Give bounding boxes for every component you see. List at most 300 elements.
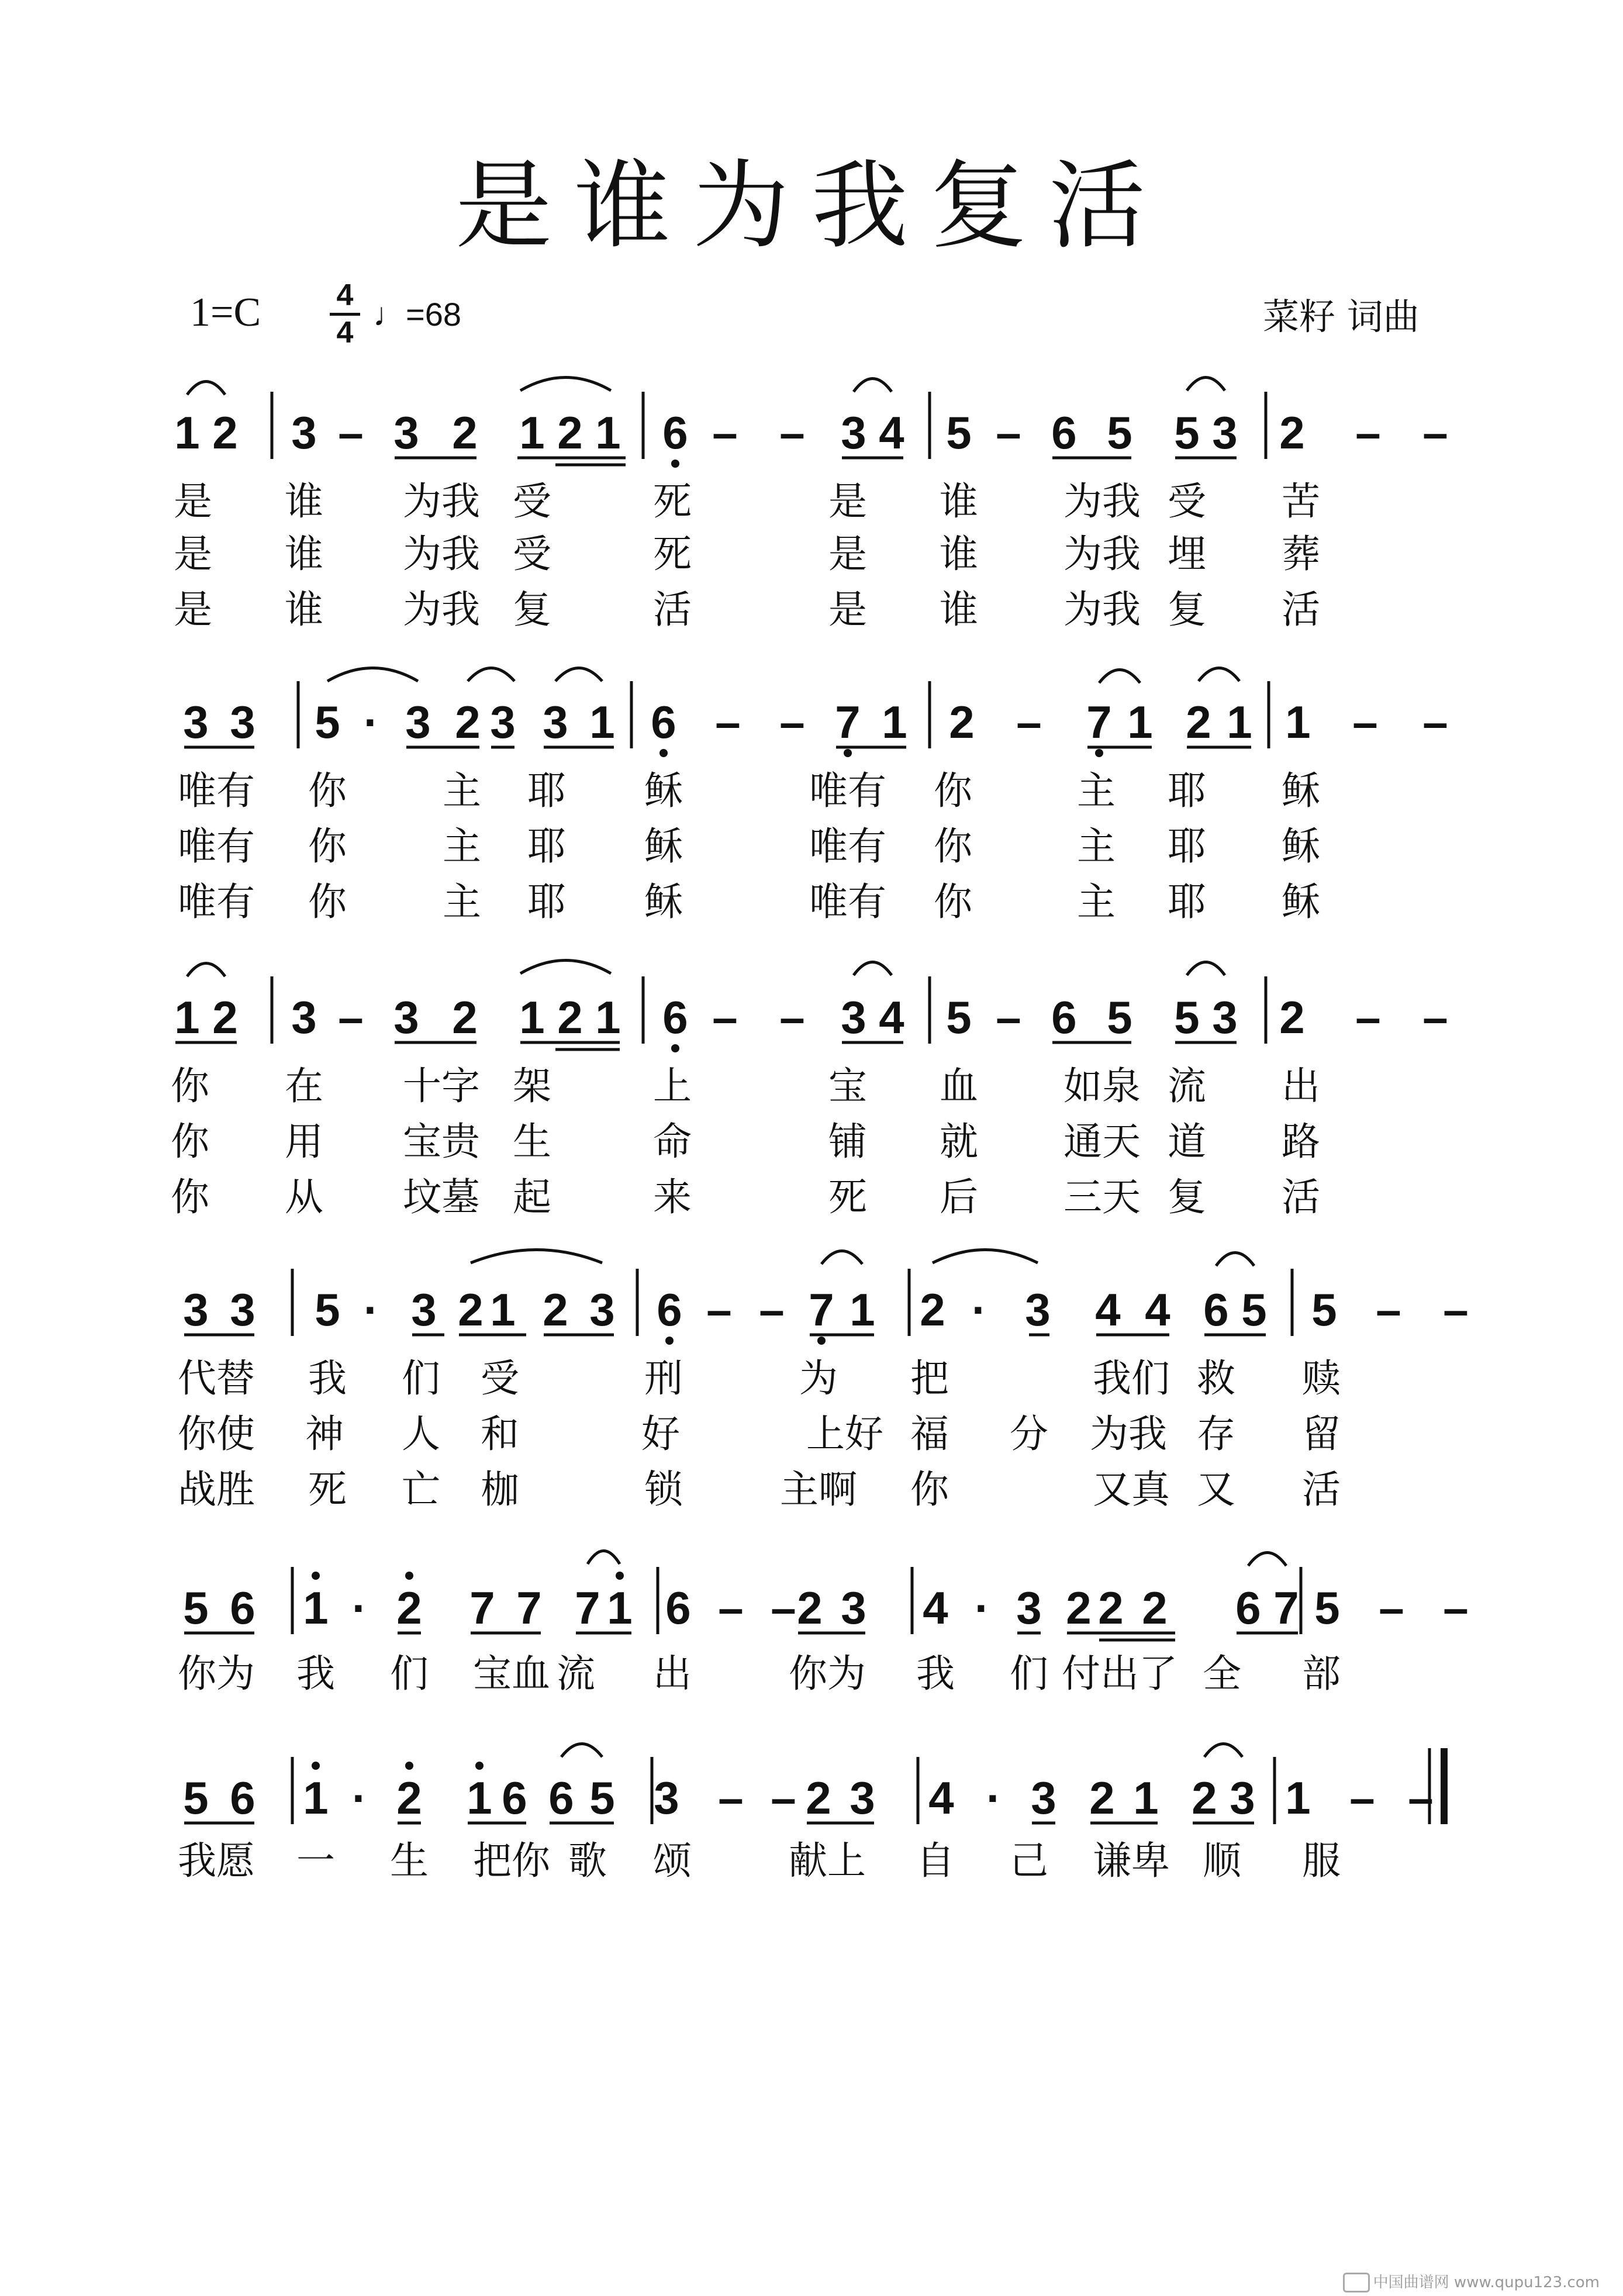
line1-slur [520, 378, 611, 391]
line5-note: – [771, 1582, 796, 1634]
line5-note: 6 [1235, 1582, 1261, 1634]
line6-note: 5 [589, 1772, 615, 1824]
line2-slur [555, 668, 602, 682]
line5-lyric-verse1: 你为 [789, 1651, 866, 1696]
line3-note: 5 [1174, 992, 1200, 1043]
composer-credit: 菜籽 词曲 [1263, 295, 1420, 338]
line5-lyric-verse1: 你为 [178, 1651, 255, 1696]
line3-note: 1 [595, 992, 621, 1043]
line2-lyric-verse1: 稣 [644, 768, 683, 813]
line1-note: 3 [393, 407, 419, 458]
line4-lyric-verse3: 死 [308, 1467, 347, 1512]
line5-note: 7 [516, 1582, 542, 1634]
line3-note: 2 [452, 992, 478, 1043]
line2-lyric-verse3: 唯有 [178, 879, 255, 924]
line1-lyric-verse1: 是 [828, 479, 867, 524]
line1-note: 1 [519, 407, 545, 458]
line4-note: 2 [543, 1284, 568, 1335]
line2-lyric-verse1: 耶 [527, 768, 566, 813]
line4-lyric-verse3: 亡 [402, 1467, 440, 1512]
line4-lyric-verse1: 我们 [1093, 1356, 1170, 1401]
line2-lyric-verse2: 你 [308, 824, 347, 869]
line2-lyric-verse2: 稣 [1282, 824, 1320, 869]
line2-lyric-verse3: 耶 [527, 879, 566, 924]
line1-note: 1 [174, 407, 200, 458]
line1-lyric-verse1: 谁 [285, 479, 323, 524]
line3-note: 2 [1279, 992, 1305, 1043]
line2-slur [327, 668, 418, 682]
line1-note: 3 [841, 407, 866, 458]
line1-note: 6 [1051, 407, 1077, 458]
line2-lyric-verse1: 唯有 [178, 768, 255, 813]
line4-lyric-verse2: 分 [1010, 1411, 1048, 1456]
line5-note: 3 [1016, 1582, 1042, 1634]
line6-note: · [352, 1772, 367, 1824]
line3-lyric-verse3: 来 [653, 1175, 692, 1220]
song-title: 是谁为我复活 [455, 150, 1168, 262]
line3-lyric-verse3: 死 [828, 1175, 867, 1220]
line4-lyric-verse2: 福 [910, 1411, 949, 1456]
line3-note: 3 [291, 992, 317, 1043]
line4-lyric-verse1: 我 [308, 1356, 347, 1401]
line4-lyric-verse2: 存 [1197, 1411, 1235, 1456]
line3-lyric-verse2: 通天 [1063, 1119, 1141, 1164]
line3-lyric-verse3: 后 [940, 1175, 978, 1220]
line4-note: 4 [1145, 1284, 1170, 1335]
line4-note: 7 [809, 1284, 834, 1335]
line5-high-octave-dot [616, 1572, 624, 1580]
line1-note: – [338, 407, 364, 458]
line1-lyric-verse3: 为我 [1063, 587, 1141, 632]
line2-note: – [1352, 696, 1378, 748]
line5-note: 7 [1273, 1582, 1299, 1634]
line4-lyric-verse2: 人 [402, 1411, 440, 1456]
line1-lyric-verse3: 是 [828, 587, 867, 632]
line3-lyric-verse3: 复 [1168, 1175, 1206, 1220]
line2-note: 3 [543, 696, 568, 748]
line6-lyric-verse1: 一 [296, 1838, 335, 1883]
line2-note: 3 [405, 696, 431, 748]
line5-note: · [352, 1582, 367, 1634]
line6-note: 5 [183, 1772, 209, 1824]
line1-note: – [996, 407, 1021, 458]
line2-note: · [364, 696, 379, 748]
line2-note: 7 [835, 696, 861, 748]
line6-slur [561, 1744, 602, 1758]
line6-note: 3 [1031, 1772, 1056, 1824]
line2-note: – [1016, 696, 1042, 748]
line3-lyric-verse2: 路 [1282, 1119, 1320, 1164]
line2-note: 3 [490, 696, 516, 748]
line1-note: 4 [879, 407, 904, 458]
line5-slur [1248, 1553, 1286, 1566]
line5-lyric-verse1: 宝血 [473, 1651, 550, 1696]
line4-lyric-verse3: 锁 [644, 1467, 683, 1512]
line4-slur [933, 1250, 1038, 1263]
line5-note: 7 [469, 1582, 495, 1634]
line3-note: 6 [1051, 992, 1077, 1043]
line2-note: 2 [949, 696, 975, 748]
line6-lyric-verse1: 己 [1010, 1838, 1048, 1883]
line3-lyric-verse3: 坟墓 [403, 1175, 480, 1220]
time-signature-top: 4 [336, 278, 354, 312]
line2-slur [468, 668, 514, 682]
line2-lyric-verse2: 唯有 [809, 824, 886, 869]
line5-note: 1 [607, 1582, 633, 1634]
line5-note: 2 [396, 1582, 422, 1634]
line6-high-octave-dot [405, 1762, 413, 1770]
line3-note: 2 [212, 992, 238, 1043]
line5-note: 2 [1098, 1582, 1124, 1634]
line5-lyric-verse1: 们 [390, 1651, 429, 1696]
line1-note: 5 [946, 407, 972, 458]
line3-note: 1 [519, 992, 545, 1043]
line6-lyric-verse1: 谦卑 [1093, 1838, 1170, 1883]
line3-slur [187, 964, 225, 977]
line2-note: 3 [230, 696, 255, 748]
line2-lyric-verse2: 主 [443, 824, 481, 869]
line3-slur [854, 962, 892, 976]
line4-lyric-verse1: 把 [910, 1356, 949, 1401]
line3-lyric-verse1: 在 [285, 1064, 323, 1109]
line4-note: 3 [411, 1284, 437, 1335]
line3-lyric-verse2: 用 [285, 1119, 323, 1164]
line4-note: · [972, 1284, 987, 1335]
line1-note: 5 [1174, 407, 1200, 458]
line2-note: 2 [1186, 696, 1211, 748]
line4-note: 4 [1095, 1284, 1121, 1335]
tempo-marking: ♩=68 [373, 296, 461, 333]
line2-lyric-verse2: 耶 [1168, 824, 1206, 869]
line3-lyric-verse1: 如泉 [1063, 1064, 1141, 1109]
line2-lyric-verse3: 稣 [644, 879, 683, 924]
line3-lyric-verse1: 流 [1168, 1064, 1206, 1109]
line1-lyric-verse3: 谁 [940, 587, 978, 632]
line1-note: – [1422, 407, 1448, 458]
line2-lyric-verse3: 唯有 [809, 879, 886, 924]
line3-lyric-verse1: 宝 [828, 1064, 867, 1109]
line2-note: 1 [589, 696, 615, 748]
line3-lyric-verse3: 从 [285, 1175, 323, 1220]
line3-note: – [1355, 992, 1381, 1043]
line5-note: – [1443, 1582, 1469, 1634]
line2-lyric-verse1: 主 [1077, 768, 1116, 813]
line5-note: 6 [230, 1582, 255, 1634]
line3-lyric-verse2: 铺 [828, 1119, 867, 1164]
line1-lyric-verse1: 谁 [940, 479, 978, 524]
line4-note: 5 [315, 1284, 340, 1335]
line2-lyric-verse1: 唯有 [809, 768, 886, 813]
line3-lyric-verse2: 宝贵 [403, 1119, 480, 1164]
line1-slur [187, 382, 225, 395]
line2-lyric-verse2: 主 [1077, 824, 1116, 869]
line5-note: 2 [797, 1582, 823, 1634]
line5-note: 5 [1314, 1582, 1340, 1634]
line1-lyric-verse2: 为我 [1063, 531, 1141, 576]
line4-note: 1 [490, 1284, 516, 1335]
line6-lyric-verse1: 把你 [473, 1838, 550, 1883]
line3-note: – [1422, 992, 1448, 1043]
line4-lyric-verse2: 和 [481, 1411, 519, 1456]
line2-lyric-verse2: 耶 [527, 824, 566, 869]
line4-note: 1 [850, 1284, 875, 1335]
line6-note: 6 [548, 1772, 574, 1824]
line2-lyric-verse3: 你 [308, 879, 347, 924]
line6-note: · [986, 1772, 1002, 1824]
line6-note: 4 [928, 1772, 954, 1824]
line6-lyric-verse1: 歌 [568, 1838, 607, 1883]
line6-high-octave-dot [475, 1762, 484, 1770]
line1-lyric-verse3: 复 [513, 587, 551, 632]
line4-lyric-verse2: 上好 [806, 1411, 883, 1456]
line2-lyric-verse2: 你 [934, 824, 972, 869]
line4-lyric-verse3: 你 [910, 1467, 949, 1512]
line1-slur [854, 379, 892, 392]
line3-lyric-verse2: 道 [1168, 1119, 1206, 1164]
line4-lyric-verse1: 受 [481, 1356, 519, 1401]
line3-lyric-verse1: 你 [171, 1064, 209, 1109]
line5-lyric-verse1: 部 [1302, 1651, 1341, 1696]
line5-note: · [975, 1582, 990, 1634]
line3-note: 3 [1212, 992, 1238, 1043]
line2-lyric-verse2: 唯有 [178, 824, 255, 869]
line1-lyric-verse2: 是 [828, 531, 867, 576]
line1-lyric-verse1: 苦 [1282, 479, 1320, 524]
line6-note: – [1349, 1772, 1375, 1824]
line3-note: – [779, 992, 805, 1043]
line2-note: – [715, 696, 741, 748]
line2-low-octave-dot [844, 749, 852, 757]
line5-note: 3 [841, 1582, 866, 1634]
line5-note: 2 [1066, 1582, 1092, 1634]
line4-note: – [706, 1284, 732, 1335]
line4-lyric-verse2: 留 [1302, 1411, 1341, 1456]
line4-note: 2 [458, 1284, 484, 1335]
line1-lyric-verse1: 为我 [403, 479, 480, 524]
line3-lyric-verse3: 三天 [1063, 1175, 1141, 1220]
line4-note: 2 [920, 1284, 945, 1335]
line1-lyric-verse2: 为我 [403, 531, 480, 576]
line1-note: 2 [212, 407, 238, 458]
line3-note: 1 [174, 992, 200, 1043]
line3-lyric-verse1: 十字 [403, 1064, 480, 1109]
line6-lyric-verse1: 服 [1302, 1838, 1341, 1883]
line4-note: 5 [1311, 1284, 1337, 1335]
line1-lyric-verse2: 谁 [940, 531, 978, 576]
line4-note: 3 [1025, 1284, 1051, 1335]
line4-note: · [364, 1284, 379, 1335]
line2-note: 3 [183, 696, 209, 748]
line1-slur [1187, 378, 1225, 391]
line1-lyric-verse2: 葬 [1282, 531, 1320, 576]
line1-lyric-verse3: 谁 [285, 587, 323, 632]
line3-slur [1187, 962, 1225, 976]
line1-lyric-verse1: 死 [653, 479, 692, 524]
line3-lyric-verse1: 出 [1282, 1064, 1320, 1109]
line1-lyric-verse2: 死 [653, 531, 692, 576]
line1-lyric-verse2: 谁 [285, 531, 323, 576]
line1-lyric-verse1: 是 [174, 479, 212, 524]
line1-lyric-verse1: 受 [513, 479, 551, 524]
line5-lyric-verse1: 我 [916, 1651, 955, 1696]
line1-note: 6 [662, 407, 688, 458]
line4-lyric-verse2: 你使 [178, 1411, 255, 1456]
line6-lyric-verse1: 自 [916, 1838, 955, 1883]
line4-lyric-verse1: 为 [799, 1356, 838, 1401]
line1-lyric-verse2: 埋 [1168, 531, 1206, 576]
line2-lyric-verse3: 主 [443, 879, 481, 924]
line3-note: 3 [841, 992, 866, 1043]
line6-slur [1204, 1744, 1242, 1758]
line2-lyric-verse3: 你 [934, 879, 972, 924]
line5-note: 7 [575, 1582, 600, 1634]
line4-lyric-verse3: 主啊 [780, 1467, 857, 1512]
line2-note: 6 [651, 696, 676, 748]
line3-lyric-verse2: 生 [513, 1119, 551, 1164]
line6-lyric-verse1: 颂 [653, 1838, 692, 1883]
line4-lyric-verse3: 又真 [1093, 1467, 1170, 1512]
line2-low-octave-dot [659, 749, 668, 757]
line5-lyric-verse1: 们 [1010, 1651, 1048, 1696]
line6-note: 2 [1089, 1772, 1115, 1824]
line6-high-octave-dot [312, 1762, 320, 1770]
line2-note: – [779, 696, 805, 748]
line1-lyric-verse2: 受 [513, 531, 551, 576]
line3-low-octave-dot [671, 1044, 679, 1052]
line2-low-octave-dot [1095, 749, 1103, 757]
line4-low-octave-dot [817, 1337, 826, 1345]
line3-lyric-verse1: 血 [940, 1064, 978, 1109]
line2-lyric-verse1: 你 [308, 768, 347, 813]
line4-lyric-verse1: 们 [402, 1356, 440, 1401]
line2-lyric-verse1: 耶 [1168, 768, 1206, 813]
line3-note: 5 [1107, 992, 1132, 1043]
line2-lyric-verse3: 耶 [1168, 879, 1206, 924]
line4-note: 3 [230, 1284, 255, 1335]
line1-note: 1 [595, 407, 621, 458]
line1-note: 2 [452, 407, 478, 458]
line1-note: – [712, 407, 738, 458]
line4-note: – [1376, 1284, 1401, 1335]
line6-note: 1 [1285, 1772, 1311, 1824]
line6-note: 2 [396, 1772, 422, 1824]
line3-note: 2 [557, 992, 583, 1043]
line4-slur [471, 1250, 602, 1263]
line3-note: – [712, 992, 738, 1043]
line4-lyric-verse3: 又 [1197, 1467, 1235, 1512]
line4-lyric-verse2: 神 [305, 1411, 344, 1456]
line4-low-octave-dot [665, 1337, 674, 1345]
line5-lyric-verse1: 流 [557, 1651, 595, 1696]
line5-lyric-verse1: 全 [1203, 1651, 1241, 1696]
line1-lyric-verse3: 活 [1282, 587, 1320, 632]
line1-lyric-verse1: 为我 [1063, 479, 1141, 524]
line5-lyric-verse1: 付出了 [1062, 1651, 1177, 1696]
line4-note: 6 [657, 1284, 682, 1335]
line6-lyric-verse1: 献上 [789, 1838, 866, 1883]
line6-note: – [771, 1772, 796, 1824]
line5-high-octave-dot [312, 1572, 320, 1580]
line4-lyric-verse1: 刑 [644, 1356, 683, 1401]
line1-lyric-verse3: 活 [653, 587, 692, 632]
line4-slur [1216, 1253, 1254, 1266]
line4-lyric-verse2: 好 [641, 1411, 680, 1456]
line3-lyric-verse1: 上 [653, 1064, 692, 1109]
line2-note: 1 [882, 696, 907, 748]
line2-note: 7 [1086, 696, 1112, 748]
line4-lyric-verse3: 活 [1302, 1467, 1341, 1512]
line2-note: – [1422, 696, 1448, 748]
line6-note: 6 [502, 1772, 527, 1824]
line2-lyric-verse2: 稣 [644, 824, 683, 869]
line2-note: 2 [455, 696, 481, 748]
line1-lyric-verse3: 是 [174, 587, 212, 632]
line2-slur [1099, 670, 1140, 683]
line1-note: 3 [1212, 407, 1238, 458]
line1-low-octave-dot [671, 460, 679, 468]
line4-lyric-verse3: 枷 [481, 1467, 519, 1512]
key-signature: 1=C [190, 290, 261, 335]
line2-note: 5 [315, 696, 340, 748]
line5-note: – [718, 1582, 744, 1634]
line2-note: 1 [1127, 696, 1153, 748]
line1-note: – [779, 407, 805, 458]
time-signature-bottom: 4 [336, 316, 354, 350]
line6-lyric-verse1: 我愿 [178, 1838, 255, 1883]
line1-note: 3 [291, 407, 317, 458]
line2-note: 1 [1227, 696, 1252, 748]
line6-note: 1 [1133, 1772, 1159, 1824]
line5-lyric-verse1: 出 [653, 1651, 692, 1696]
line2-lyric-verse1: 稣 [1282, 768, 1320, 813]
line5-lyric-verse1: 我 [296, 1651, 335, 1696]
line6-note: – [1408, 1772, 1434, 1824]
line6-note: 3 [654, 1772, 679, 1824]
line1-lyric-verse2: 是 [174, 531, 212, 576]
line6-note: 6 [230, 1772, 255, 1824]
line5-note: 1 [303, 1582, 329, 1634]
line2-note: 1 [1285, 696, 1311, 748]
line5-note: 6 [665, 1582, 691, 1634]
line3-note: 6 [662, 992, 688, 1043]
line1-note: 5 [1107, 407, 1132, 458]
line3-note: – [338, 992, 364, 1043]
line3-lyric-verse2: 就 [940, 1119, 978, 1164]
line4-lyric-verse2: 为我 [1090, 1411, 1167, 1456]
line4-note: – [1443, 1284, 1469, 1335]
line6-note: 3 [850, 1772, 875, 1824]
line2-lyric-verse1: 主 [443, 768, 481, 813]
line3-slur [520, 961, 611, 974]
line2-slur [1199, 668, 1239, 682]
line3-note: 5 [946, 992, 972, 1043]
line6-lyric-verse1: 生 [390, 1838, 429, 1883]
line3-lyric-verse2: 你 [171, 1119, 209, 1164]
line4-lyric-verse1: 代替 [178, 1356, 255, 1401]
line3-lyric-verse3: 你 [171, 1175, 209, 1220]
line3-lyric-verse2: 命 [653, 1119, 692, 1164]
line4-lyric-verse1: 救 [1197, 1356, 1235, 1401]
line3-lyric-verse3: 起 [513, 1175, 551, 1220]
line4-slur [821, 1251, 862, 1265]
line4-note: 3 [183, 1284, 209, 1335]
line6-note: 2 [806, 1772, 831, 1824]
line1-note: 2 [557, 407, 583, 458]
line1-lyric-verse1: 受 [1168, 479, 1206, 524]
line2-lyric-verse1: 你 [934, 768, 972, 813]
logo-icon [1343, 2273, 1370, 2292]
line4-lyric-verse1: 赎 [1302, 1356, 1341, 1401]
